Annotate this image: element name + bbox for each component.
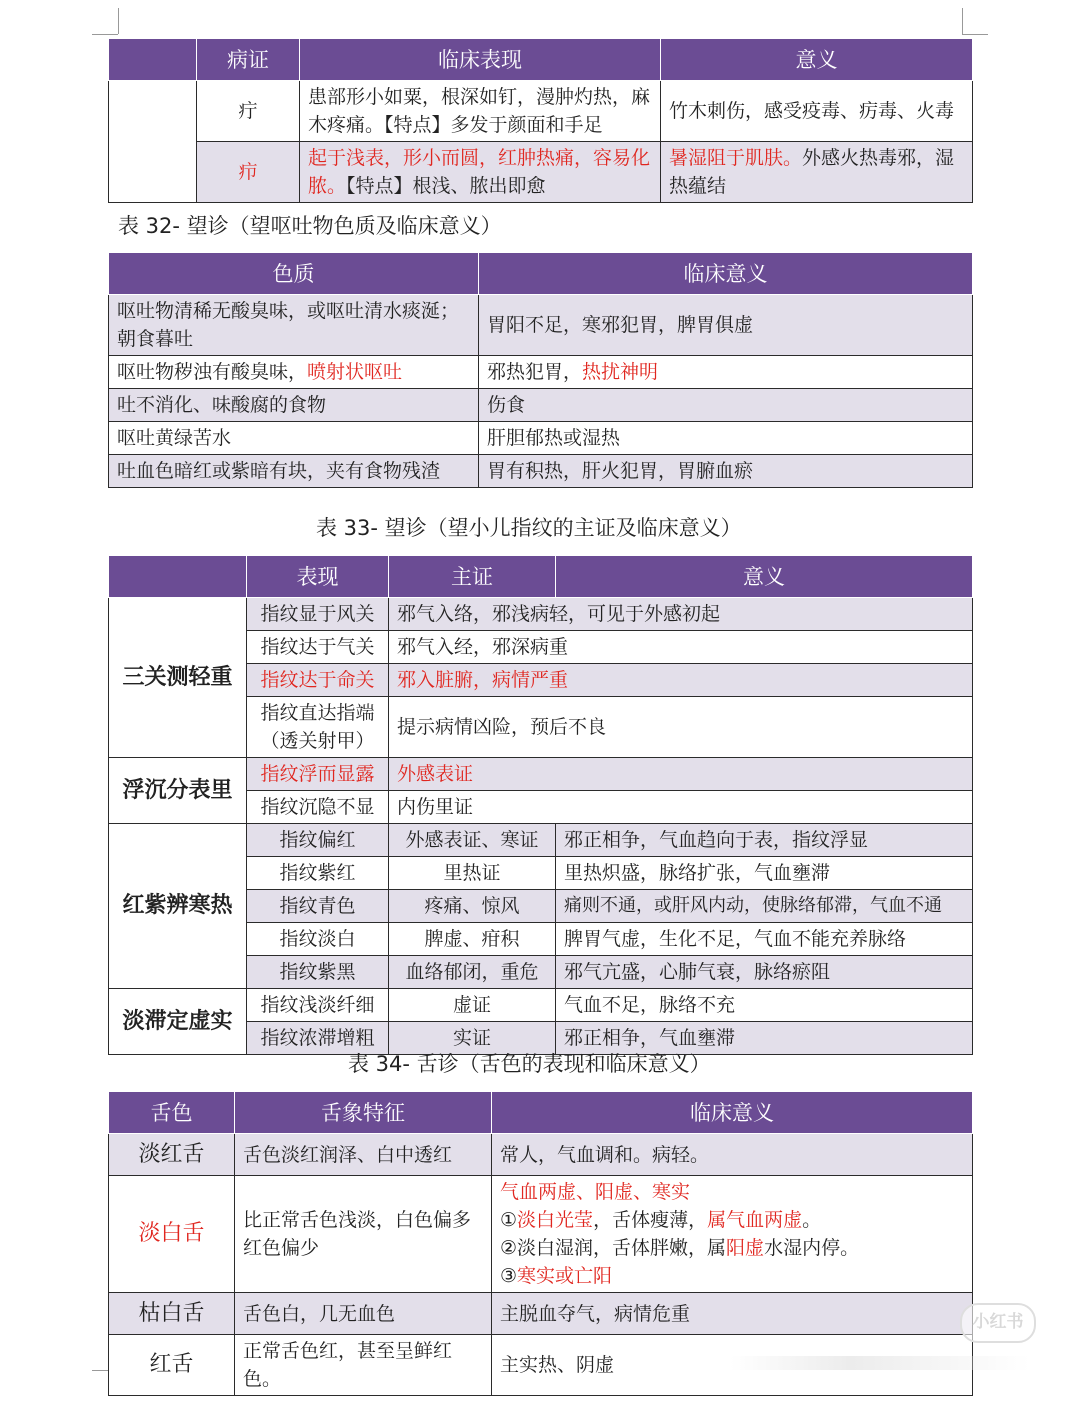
- header-main-syndrome: 主证: [389, 556, 556, 598]
- quality-cell: 吐血色暗红或紫暗有块，夹有食物残渣: [109, 455, 479, 488]
- meaning-cell: 气血不足，脉络不充: [556, 989, 973, 1022]
- watermark-logo: 小红书: [960, 1303, 1036, 1343]
- table-row: [109, 422, 973, 455]
- quality-cell: 吐不消化、味酸腐的食物: [109, 389, 479, 422]
- group-label: 三关测轻重: [109, 598, 247, 758]
- crop-mark-top-right: [962, 8, 963, 34]
- crop-mark-top-left: [118, 8, 119, 34]
- note-text: 【特点】根浅、脓出即愈: [346, 175, 546, 197]
- highlight-text: 热扰神明: [582, 361, 659, 383]
- table-row: [109, 1134, 973, 1176]
- manifestation-cell: 指纹浮而显露: [247, 758, 389, 791]
- table-row: [109, 389, 973, 422]
- meaning-cell: 痛则不通，或肝风内动，使脉络郁滞，气血不通: [556, 890, 973, 923]
- syndrome-cell: 外感表证、寒证: [389, 824, 556, 857]
- meaning-line-3: [500, 1234, 964, 1262]
- highlight-text: 暑湿阻于肌肤。: [669, 147, 803, 169]
- tongue-color-cell: 枯白舌: [109, 1293, 235, 1335]
- meaning-line-4: [500, 1262, 964, 1290]
- syndrome-cell: 疼痛、惊风: [389, 890, 556, 923]
- manifestation-cell: 指纹达于命关: [247, 664, 389, 697]
- highlight-text: 阳虚: [726, 1237, 765, 1259]
- plain-text: 呕吐物秽浊有酸臭味，: [117, 361, 308, 383]
- features-cell: 舌色淡红润泽、白中透红: [235, 1134, 492, 1176]
- highlight-text: 喷射状呕吐: [307, 361, 403, 383]
- features-cell: 正常舌色红，甚至呈鲜红色。: [235, 1335, 492, 1396]
- table-finger-vein: [108, 555, 973, 1055]
- meaning-cell: 胃有积热，肝火犯胃，胃腑血瘀: [479, 455, 973, 488]
- highlight-text: 起于浅表，形小而圆，红肿热痛，容易化脓。: [308, 147, 651, 197]
- syndrome-cell: 提示病情凶险，预后不良: [389, 697, 973, 758]
- header-manifestation: 临床表现: [300, 39, 661, 81]
- table-34-caption: 表 34- 舌诊（舌色的表现和临床意义）: [348, 1052, 711, 1076]
- quality-cell: 呕吐物清稀无酸臭味，或呕吐清水痰涎；朝食暮吐: [109, 295, 479, 356]
- header-disease: 病证: [197, 39, 300, 81]
- disease-name: 疖: [197, 142, 300, 203]
- meaning-line-2: [500, 1206, 964, 1234]
- manifestation-cell: 指纹显于风关: [247, 598, 389, 631]
- quality-cell: 呕吐黄绿苦水: [109, 422, 479, 455]
- highlight-text: 寒实或亡阳: [517, 1265, 613, 1287]
- syndrome-cell: 外感表证: [389, 758, 973, 791]
- syndrome-cell: 虚证: [389, 989, 556, 1022]
- note-text: 外感火热毒邪，湿热蕴结: [669, 147, 955, 197]
- line-1: 指纹直达指端: [260, 702, 375, 724]
- table-row: [109, 455, 973, 488]
- header-blank: [109, 39, 197, 81]
- plain-text: ，舌体瘦薄，: [593, 1209, 708, 1231]
- manifestation-cell: 指纹紫黑: [247, 956, 389, 989]
- tongue-color-cell: 红舌: [109, 1335, 235, 1396]
- table-row: [109, 1176, 973, 1293]
- plain-text: 水湿内停。: [764, 1237, 860, 1259]
- manifestation-cell: [300, 142, 661, 203]
- meaning-cell: 伤食: [479, 389, 973, 422]
- syndrome-cell: 脾虚、疳积: [389, 923, 556, 956]
- meaning-cell: 邪正相争，气血趋向于表，指纹浮显: [556, 824, 973, 857]
- table-row: [109, 1293, 973, 1335]
- table-row: [109, 598, 973, 631]
- header-tongue-color: 舌色: [109, 1092, 235, 1134]
- crop-mark-top-right-h: [962, 34, 988, 35]
- manifestation-cell: 指纹达于气关: [247, 631, 389, 664]
- meaning-cell: 主实热、阴虚: [492, 1335, 973, 1396]
- manifestation-cell: 指纹青色: [247, 890, 389, 923]
- meaning-cell: [661, 142, 973, 203]
- syndrome-cell: 血络郁闭，重危: [389, 956, 556, 989]
- table-row: [109, 758, 973, 791]
- quality-cell: [109, 356, 479, 389]
- syndrome-cell: 里热证: [389, 857, 556, 890]
- plain-text: ②淡白湿润，舌体胖嫩，属: [500, 1237, 727, 1259]
- meaning-cell: [492, 1176, 973, 1293]
- table-row: [109, 295, 973, 356]
- header-color-quality: 色质: [109, 253, 479, 295]
- blank-group-cell: [109, 81, 197, 203]
- table-row: [109, 142, 973, 203]
- group-label: 淡滞定虚实: [109, 989, 247, 1055]
- features-cell: 比正常舌色浅淡，白色偏多红色偏少: [235, 1176, 492, 1293]
- highlight-text: 属气血两虚: [707, 1209, 803, 1231]
- meaning-cell: 常人，气血调和。病轻。: [492, 1134, 973, 1176]
- table-vomit: [108, 252, 973, 488]
- meaning-cell: 邪正相争，气血壅滞: [556, 1022, 973, 1055]
- syndrome-cell: 实证: [389, 1022, 556, 1055]
- syndrome-cell: 邪气入经，邪深病重: [389, 631, 973, 664]
- crop-mark-top-left-h: [92, 34, 118, 35]
- line-prefix: ①: [500, 1209, 518, 1231]
- disease-name: 疔: [197, 81, 300, 142]
- line-2: （透关射甲）: [260, 730, 375, 752]
- plain-text: 。: [802, 1209, 822, 1231]
- table-32-caption: 表 32- 望诊（望呕吐物色质及临床意义）: [118, 214, 502, 238]
- table-33-caption: 表 33- 望诊（望小儿指纹的主证及临床意义）: [316, 516, 742, 540]
- group-label: 浮沉分表里: [109, 758, 247, 824]
- header-meaning: 意义: [661, 39, 973, 81]
- table-row: [109, 989, 973, 1022]
- faded-trail: [730, 1356, 1030, 1370]
- manifestation-cell: 指纹偏红: [247, 824, 389, 857]
- header-tongue-features: 舌象特征: [235, 1092, 492, 1134]
- meaning-cell: 主脱血夺气，病情危重: [492, 1293, 973, 1335]
- meaning-cell: 里热炽盛，脉络扩张，气血壅滞: [556, 857, 973, 890]
- highlight-text: 淡白光莹: [517, 1209, 594, 1231]
- table-row: [109, 824, 973, 857]
- features-cell: 舌色白，几无血色: [235, 1293, 492, 1335]
- table-row: [109, 81, 973, 142]
- manifestation-cell: 指纹浓滞增粗: [247, 1022, 389, 1055]
- meaning-cell: 竹木刺伤，感受疫毒、疠毒、火毒: [661, 81, 973, 142]
- syndrome-cell: 邪气入络，邪浅病轻，可见于外感初起: [389, 598, 973, 631]
- manifestation-cell: 指纹浅淡纤细: [247, 989, 389, 1022]
- group-label: 红紫辨寒热: [109, 824, 247, 989]
- plain-text: 邪热犯胃，: [487, 361, 583, 383]
- meaning-line-1: 气血两虚、阳虚、寒实: [500, 1181, 691, 1203]
- meaning-cell: 肝胆郁热或湿热: [479, 422, 973, 455]
- meaning-cell: 胃阳不足，寒邪犯胃，脾胃俱虚: [479, 295, 973, 356]
- meaning-cell: [479, 356, 973, 389]
- header-manifestation: 表现: [247, 556, 389, 598]
- syndrome-cell: 邪入脏腑，病情严重: [389, 664, 973, 697]
- table-row: [109, 356, 973, 389]
- line-prefix: ③: [500, 1265, 518, 1287]
- manifestation-cell: 指纹淡白: [247, 923, 389, 956]
- manifestation-cell: 指纹紫红: [247, 857, 389, 890]
- manifestation-cell: 指纹沉隐不显: [247, 791, 389, 824]
- syndrome-cell: 内伤里证: [389, 791, 973, 824]
- manifestation-cell: 患部形小如粟，根深如钉，漫肿灼热，麻木疼痛。【特点】多发于颜面和手足: [300, 81, 661, 142]
- table-tongue-color: [108, 1091, 973, 1396]
- header-clinical-meaning: 临床意义: [492, 1092, 973, 1134]
- tongue-color-cell: 淡红舌: [109, 1134, 235, 1176]
- header-blank: [109, 556, 247, 598]
- manifestation-cell: [247, 697, 389, 758]
- meaning-cell: 邪气亢盛，心肺气衰，脉络瘀阻: [556, 956, 973, 989]
- meaning-cell: 脾胃气虚，生化不足，气血不能充养脉络: [556, 923, 973, 956]
- header-clinical-meaning: 临床意义: [479, 253, 973, 295]
- table-sores: [108, 38, 973, 203]
- header-meaning: 意义: [556, 556, 973, 598]
- tongue-color-cell: 淡白舌: [109, 1176, 235, 1293]
